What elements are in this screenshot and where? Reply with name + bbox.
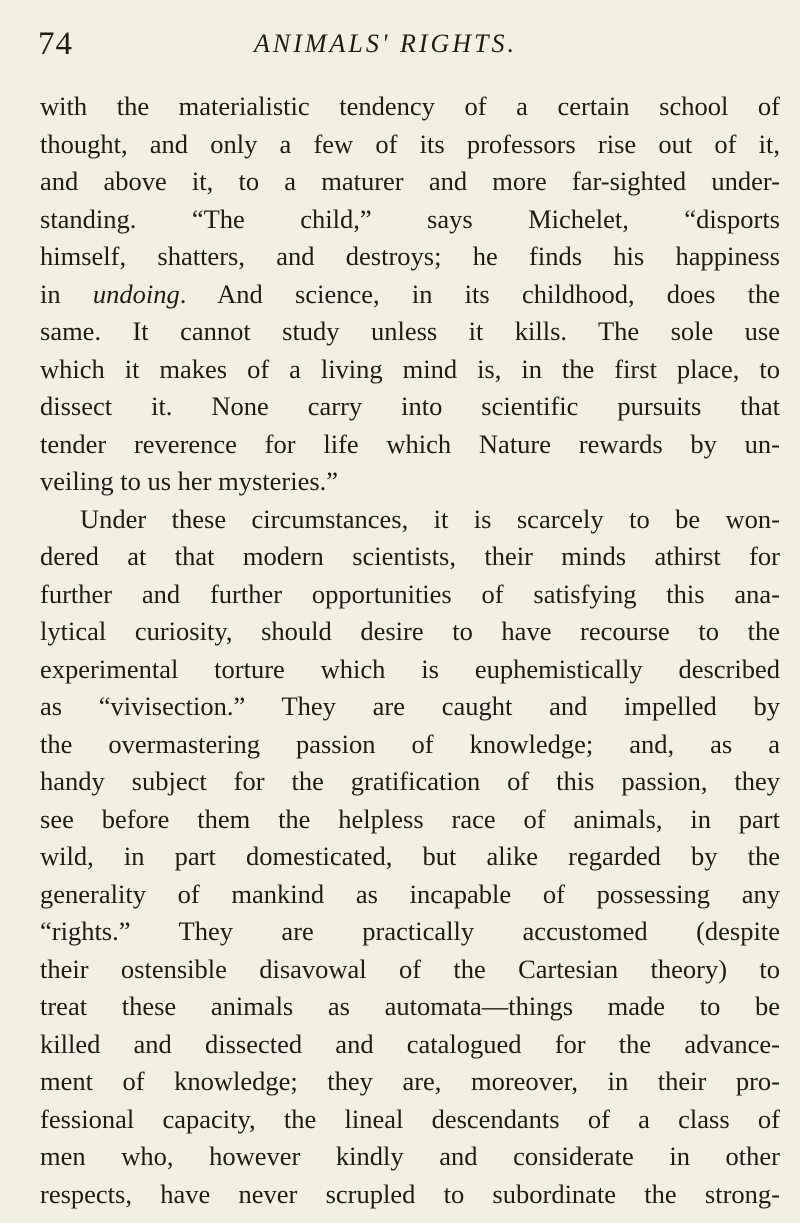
running-title: ANIMALS' RIGHTS. <box>254 29 517 58</box>
text-line-6-pre: in <box>40 278 93 309</box>
text-line-4: standing. “The child,” says Michelet, “disports <box>40 203 780 234</box>
text-line-2: thought, and only a few of its professors rise out of it, <box>40 128 780 159</box>
text-line-23: “rights.” They are practically accustomed (despite <box>40 916 780 946</box>
text-line-13: dered at that modern scientists, their minds athirst for <box>40 541 780 571</box>
text-line-1: with the materialistic tendency of a certain school of <box>40 91 780 121</box>
text-line-19: handy subject for the gratification of this passion, they <box>40 766 780 796</box>
text-line-14: further and further opportunities of satisfying this ana- <box>40 578 780 609</box>
text-line-5: himself, shatters, and destroys; he finds his happiness <box>40 241 780 271</box>
text-line-27: ment of knowledge; they are, moreover, in their pro- <box>40 1066 780 1096</box>
text-line-26: killed and dissected and catalogued for the advance- <box>40 1028 780 1059</box>
text-line-12: Under these circumstances, it is scarcely to be won- <box>80 503 780 534</box>
text-line-15: lytical curiosity, should desire to have recourse to the <box>40 616 780 646</box>
running-head <box>38 24 768 64</box>
text-line-22: generality of mankind as incapable of possessing any <box>40 878 780 909</box>
body-text <box>40 88 780 1213</box>
text-line-7: same. It cannot study unless it kills. The sole use <box>40 316 780 346</box>
text-line-21: wild, in part domesticated, but alike regarded by the <box>40 841 780 871</box>
text-line-9: dissect it. None carry into scientific pursuits that <box>40 391 780 421</box>
text-line-24: their ostensible disavowal of the Cartesian theory) to <box>40 953 780 984</box>
text-line-3: and above it, to a maturer and more far-sighted under- <box>40 166 780 196</box>
text-line-25: treat these animals as automata—things made to be <box>40 991 780 1021</box>
text-line-8: which it makes of a living mind is, in the first place, to <box>40 353 780 384</box>
text-line-6-post: . And science, in its childhood, does the <box>179 278 780 309</box>
text-line-18: the overmastering passion of knowledge; and, as a <box>40 728 780 759</box>
text-line-20: see before them the helpless race of animals, in part <box>40 803 780 834</box>
italic-emphasis: undoing <box>92 278 180 309</box>
text-line-11: veiling to us her mysteries.” <box>40 466 339 496</box>
text-line-10: tender reverence for life which Nature rewards by un- <box>40 428 780 459</box>
text-line-28: fessional capacity, the lineal descendants of a class of <box>40 1103 780 1134</box>
text-line-29: men who, however kindly and considerate in other <box>40 1141 780 1171</box>
text-line-16: experimental torture which is euphemistically described <box>40 653 780 684</box>
page-number: 74 <box>38 26 73 62</box>
text-line-6 <box>40 276 780 314</box>
text-line-17: as “vivisection.” They are caught and impelled by <box>40 691 780 721</box>
text-line-30: respects, have never scrupled to subordinate the strong- <box>40 1178 780 1209</box>
